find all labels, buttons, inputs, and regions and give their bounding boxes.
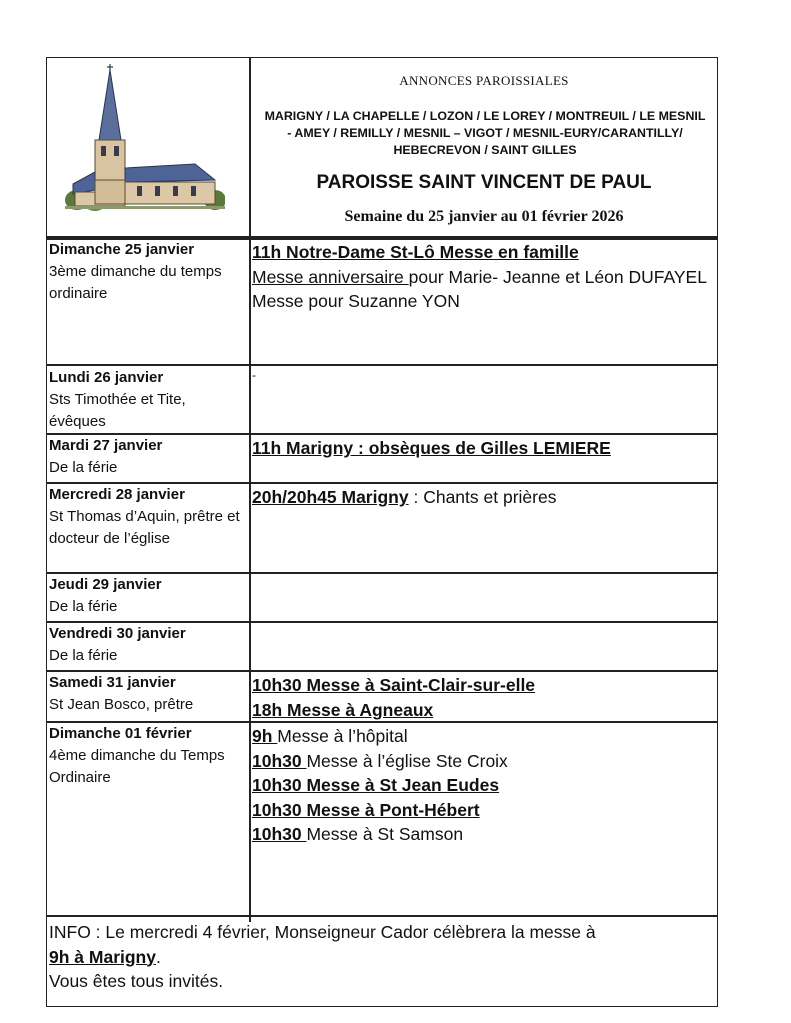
event-line: 10h30 Messe à Pont-Hébert	[252, 799, 480, 820]
event-time: 20h/20h45 Marigny	[252, 487, 409, 507]
day-description: De la férie	[49, 598, 118, 615]
day-cell	[49, 672, 245, 716]
communes-list: MARIGNY / LA CHAPELLE / LOZON / LE LOREY / MONTREUIL / LE MESNIL - AMEY / REMILLY / MESNIL – VIGOT / MESNIL-EURY/CARANTILLY/ HEBECREVON / SAINT GILLES	[264, 109, 706, 157]
event-cell	[252, 240, 714, 314]
event-text: Messe à l’église Ste Croix	[306, 750, 508, 771]
info-invite: Vous êtes tous invités.	[49, 971, 224, 991]
event-line: 18h Messe à Agneaux	[252, 699, 434, 720]
event-cell	[252, 485, 714, 510]
event-cell	[252, 367, 714, 383]
day-description: 4ème dimanche du Temps Ordinaire	[49, 747, 225, 786]
event-line	[252, 485, 714, 510]
event-line: 10h30 Messe à St Jean Eudes	[252, 775, 500, 795]
day-label: Lundi 26 janvier	[49, 369, 164, 386]
church-icon	[65, 64, 225, 214]
day-label: Dimanche 25 janvier	[49, 241, 195, 258]
day-label: Mercredi 28 janvier	[49, 486, 185, 503]
event-line: Messe pour Suzanne YON	[252, 291, 460, 311]
event-text: pour Marie- Jeanne et Léon DUFAYEL	[408, 266, 707, 287]
week-range: Semaine du 25 janvier au 01 février 2026	[344, 208, 624, 225]
day-description: De la férie	[49, 459, 118, 476]
event-cell	[252, 436, 714, 461]
info-highlight: 9h à Marigny	[49, 946, 156, 967]
info-dot: .	[155, 946, 161, 967]
event-line	[252, 265, 714, 290]
day-label: Dimanche 01 février	[49, 725, 192, 742]
day-label: Mardi 27 janvier	[49, 437, 163, 454]
event-cell	[252, 724, 714, 847]
day-description: Sts Timothée et Tite, évêques	[49, 391, 186, 430]
info-text: INFO : Le mercredi 4 février, Monseigneur Cador célèbrera la messe à	[49, 922, 596, 942]
day-description: St Thomas d’Aquin, prêtre et docteur de l’église	[49, 508, 240, 547]
day-description: St Jean Bosco, prêtre	[49, 696, 194, 713]
event-time: 10h30	[252, 750, 307, 771]
announcement-label: ANNONCES PAROISSIALES	[399, 73, 569, 88]
day-cell	[49, 435, 245, 479]
day-cell	[49, 623, 245, 667]
event-time: 10h30	[252, 824, 307, 844]
day-description: 3ème dimanche du temps ordinaire	[49, 263, 222, 302]
event-line	[252, 822, 714, 847]
event-line: 11h Notre-Dame St-Lô Messe en famille	[252, 242, 579, 262]
info-box	[49, 920, 711, 994]
event-text: : Chants et prières	[408, 487, 557, 507]
day-label: Samedi 31 janvier	[49, 674, 176, 691]
event-time: 9h	[252, 726, 278, 746]
parish-title: PAROISSE SAINT VINCENT DE PAUL	[316, 172, 652, 193]
day-cell	[49, 367, 245, 433]
row-divider	[47, 364, 717, 366]
day-label: Vendredi 30 janvier	[49, 625, 186, 642]
event-line: 11h Marigny : obsèques de Gilles LEMIERE	[252, 438, 611, 458]
event-line: 10h30 Messe à Saint-Clair-sur-elle	[252, 675, 536, 695]
event-text: Messe à St Samson	[306, 824, 464, 844]
info-line	[49, 945, 711, 970]
event-cell	[252, 673, 714, 722]
day-cell	[49, 723, 245, 789]
row-divider	[47, 915, 717, 917]
event-line	[252, 749, 714, 774]
row-divider	[47, 236, 717, 238]
day-description: De la férie	[49, 647, 118, 664]
announcement-sheet	[46, 57, 718, 1007]
day-cell	[49, 239, 245, 305]
day-cell	[49, 484, 245, 550]
event-text: Messe à l’hôpital	[277, 726, 408, 746]
day-label: Jeudi 29 janvier	[49, 576, 162, 593]
event-line: -	[252, 368, 256, 382]
event-line	[252, 724, 714, 749]
day-cell	[49, 574, 245, 618]
event-time: Messe anniversaire	[252, 266, 409, 287]
